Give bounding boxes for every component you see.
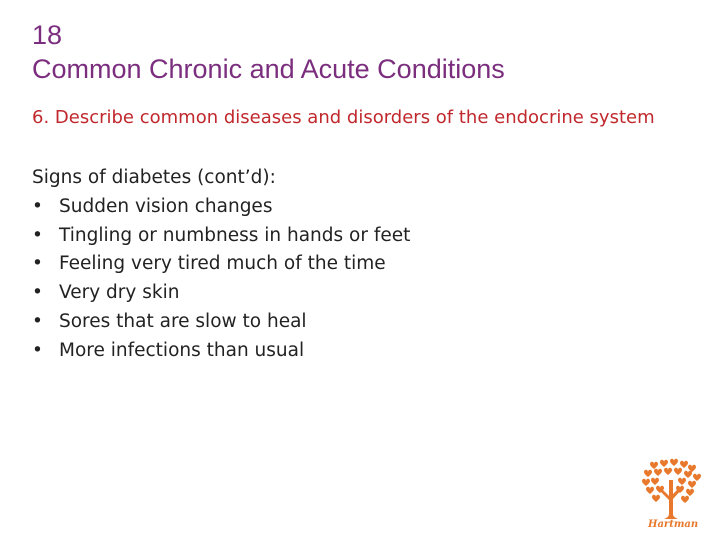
list-item: • Feeling very tired much of the time [32, 250, 682, 279]
bullet-list [32, 193, 682, 366]
list-item: • More infections than usual [32, 337, 682, 366]
publisher-logo-text: Hartman [648, 519, 699, 530]
list-item: • Tingling or numbness in hands or feet [32, 222, 682, 251]
list-item: • Sores that are slow to heal [32, 308, 682, 337]
learning-objective: 6. Describe common diseases and disorders of the endocrine system [32, 107, 655, 128]
list-item: • Very dry skin [32, 279, 682, 308]
chapter-title: Common Chronic and Acute Conditions [32, 54, 505, 84]
list-item: • Sudden vision changes [32, 193, 682, 222]
chapter-number: 18 [32, 20, 63, 50]
bullet-marker: • [32, 339, 43, 361]
list-intro: Signs of diabetes (cont’d): [32, 167, 276, 188]
bullet-marker: • [32, 224, 43, 246]
bullet-marker: • [32, 195, 43, 217]
slide-body [32, 164, 682, 366]
bullet-marker: • [32, 310, 43, 332]
bullet-marker: • [32, 253, 43, 275]
bullet-marker: • [32, 282, 43, 304]
chapter-heading [32, 18, 692, 86]
